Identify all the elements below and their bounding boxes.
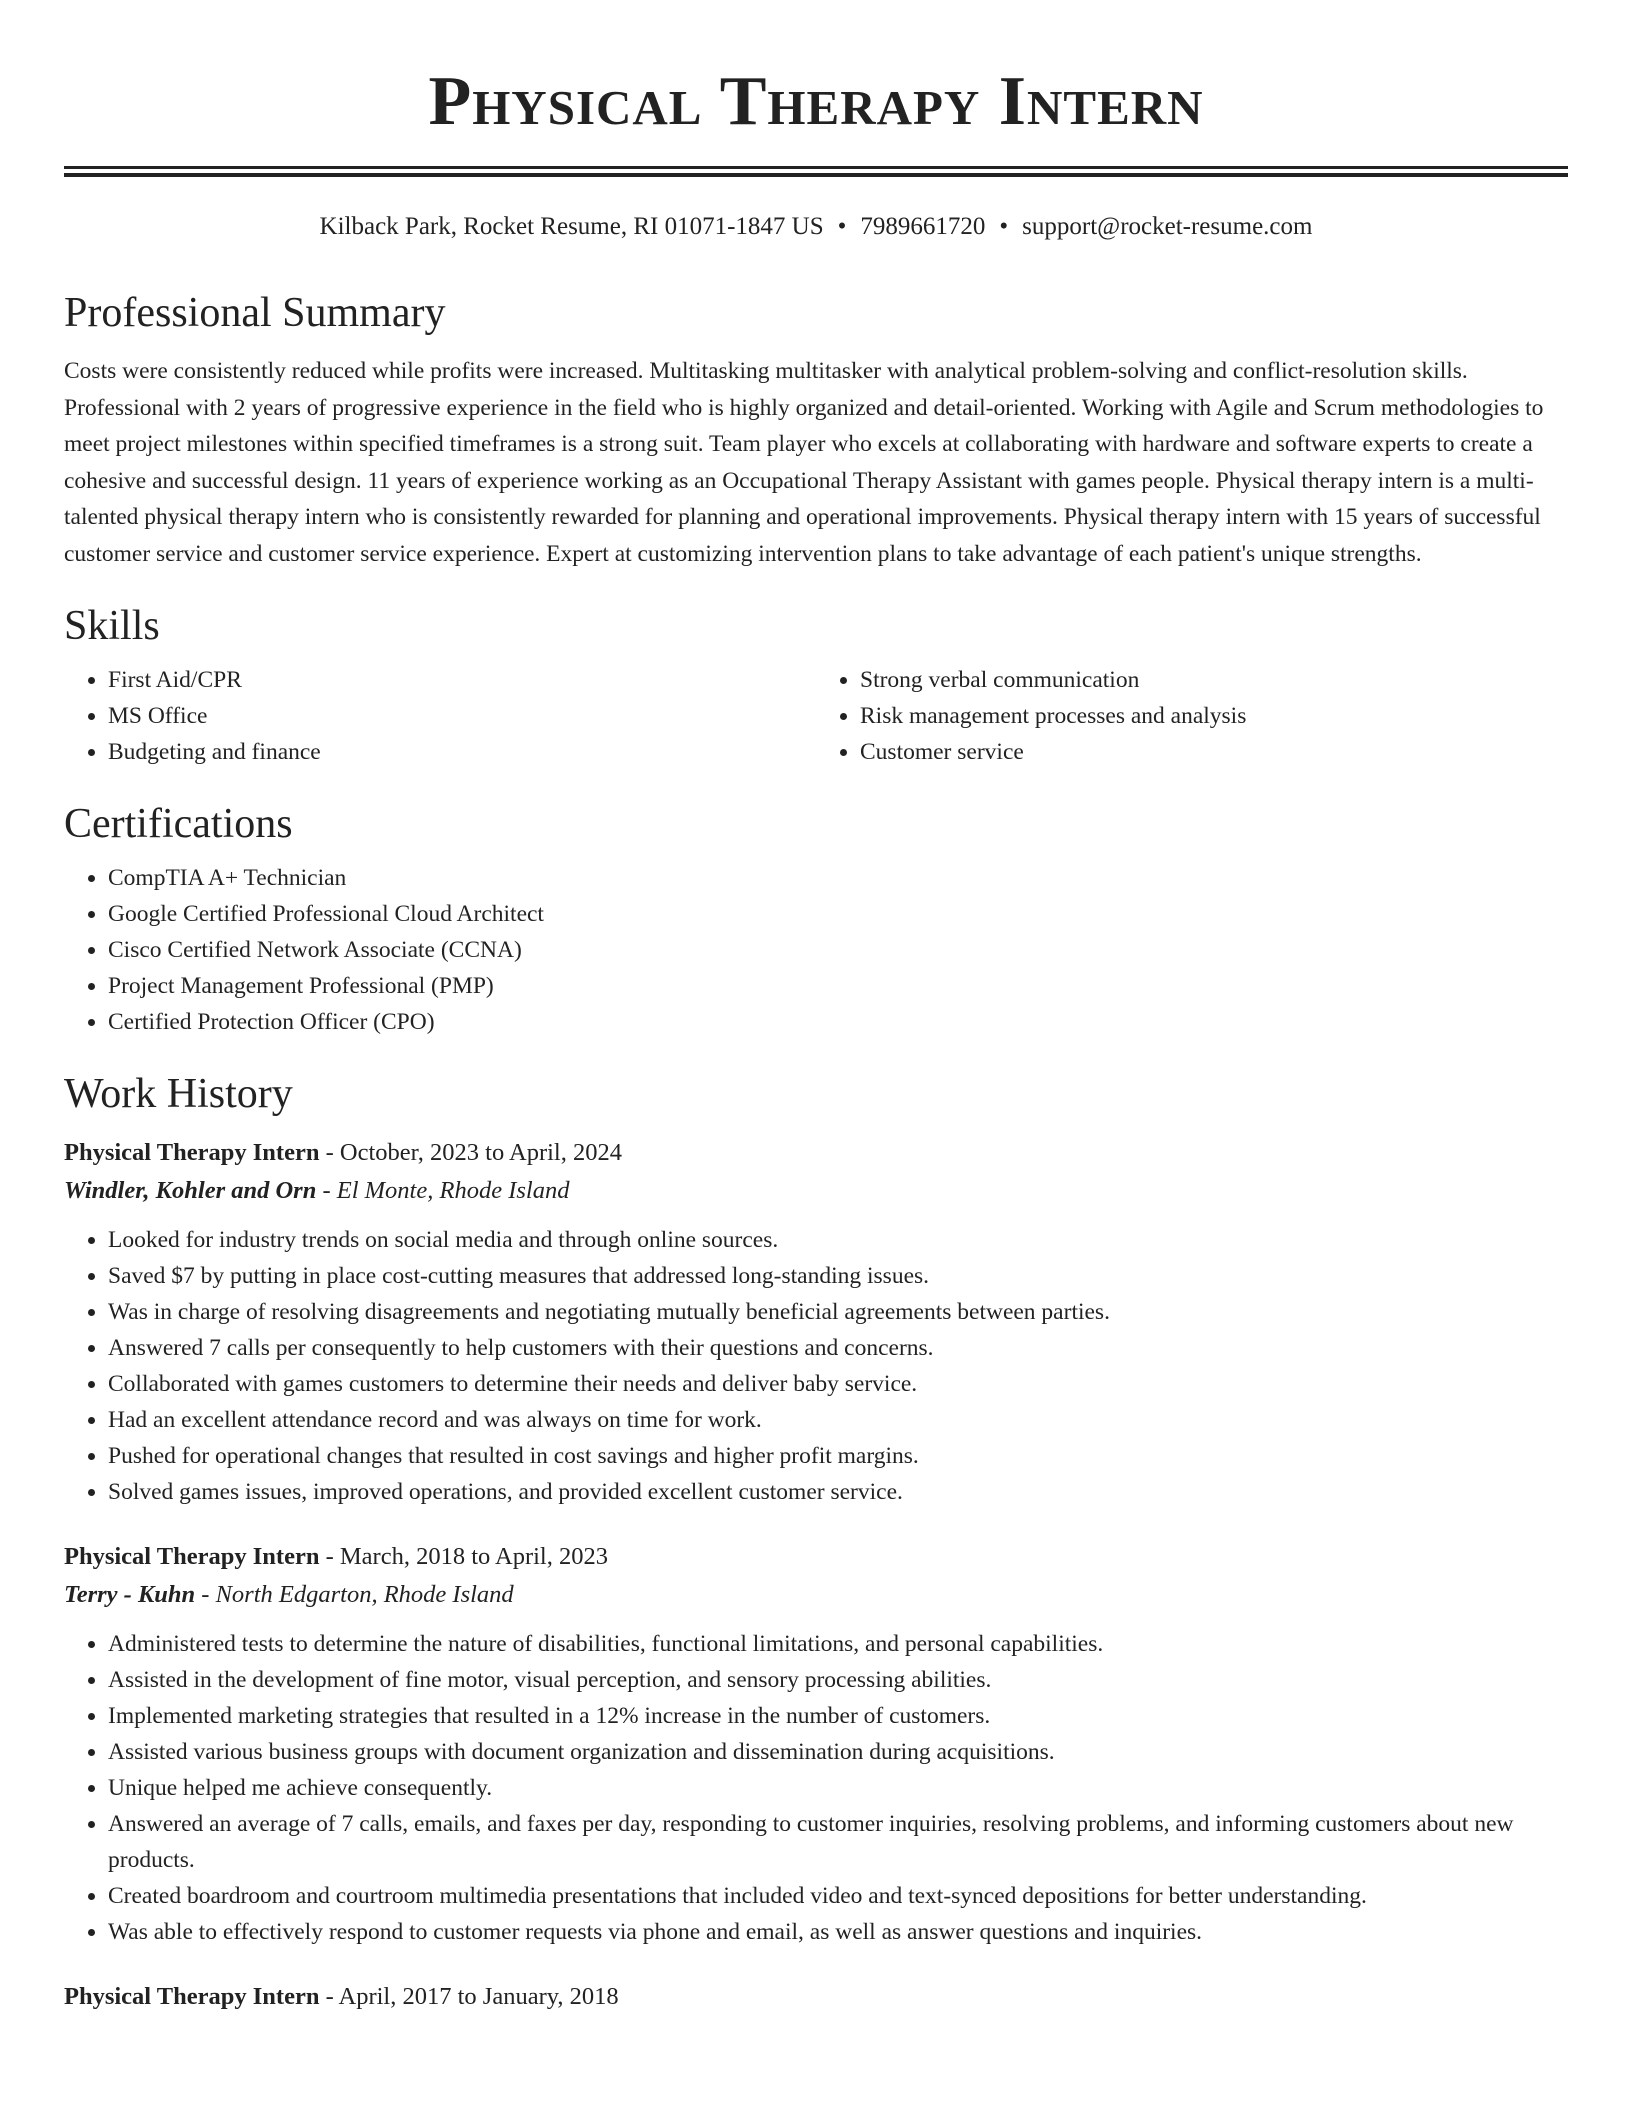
skills-list (64, 662, 1568, 770)
contact-separator: • (837, 213, 847, 240)
certification-item: • CompTIA A+ Technician (108, 860, 1568, 896)
job-title: Physical Therapy Intern (64, 1983, 320, 2010)
job-duty-item: • Had an excellent attendance record and was always on time for work. (108, 1402, 1568, 1438)
job-duty-item: • Pushed for operational changes that resulted in cost savings and higher profit margins. (108, 1438, 1568, 1474)
skill-item: • Customer service (860, 734, 1568, 770)
job-heading (64, 1978, 1568, 2016)
job-entry (64, 1134, 1568, 1510)
job-duty-item: • Collaborated with games customers to determine their needs and deliver baby service. (108, 1366, 1568, 1402)
job-location: - North Edgarton, Rhode Island (195, 1581, 514, 1608)
job-company: Windler, Kohler and Orn (64, 1177, 317, 1204)
job-title: Physical Therapy Intern (64, 1543, 320, 1570)
work-history-heading: Work History (64, 1071, 293, 1117)
certifications-heading: Certifications (64, 801, 293, 847)
skills-heading: Skills (64, 603, 160, 649)
certification-item: • Cisco Certified Network Associate (CCNA) (108, 932, 1568, 968)
job-duty-item: • Was able to effectively respond to customer requests via phone and email, as well as answer questions and inquiries. (108, 1914, 1568, 1950)
job-duty-item: • Saved $7 by putting in place cost-cutting measures that addressed long-standing issues. (108, 1258, 1568, 1294)
job-employer (64, 1576, 1568, 1614)
contact-separator: • (999, 213, 1009, 240)
job-dates: - October, 2023 to April, 2024 (319, 1139, 622, 1166)
skill-item: • MS Office (108, 698, 816, 734)
contact-address: Kilback Park, Rocket Resume, RI 01071-1847 US (319, 213, 824, 240)
skill-item: • Budgeting and finance (108, 734, 816, 770)
job-location: - El Monte, Rhode Island (316, 1177, 570, 1204)
job-company: Terry - Kuhn (64, 1581, 196, 1608)
resume-title: Physical Therapy Intern (428, 63, 1204, 140)
job-title: Physical Therapy Intern (64, 1139, 320, 1166)
job-employer (64, 1172, 1568, 1210)
job-duties (64, 1222, 1568, 1510)
job-duty-item: • Created boardroom and courtroom multimedia presentations that included video and text-synced depositions for better understanding. (108, 1878, 1568, 1914)
contact-phone: 7989661720 (860, 213, 986, 240)
title-divider (64, 166, 1568, 177)
skill-item: • First Aid/CPR (108, 662, 816, 698)
job-duty-item: • Was in charge of resolving disagreements and negotiating mutually beneficial agreements between parties. (108, 1294, 1568, 1330)
job-entry (64, 1978, 1568, 2016)
job-duty-item: • Solved games issues, improved operations, and provided excellent customer service. (108, 1474, 1568, 1510)
certification-item: • Certified Protection Officer (CPO) (108, 1004, 1568, 1040)
skill-item: • Strong verbal communication (860, 662, 1568, 698)
summary-heading: Professional Summary (64, 290, 446, 336)
job-duty-item: • Answered an average of 7 calls, emails, and faxes per day, responding to customer inquiries, resolving problems, and informing customers about new products. (108, 1806, 1568, 1878)
contact-line (64, 211, 1568, 243)
summary-text: Costs were consistently reduced while profits were increased. Multitasking multitasker with analytical problem-solving and conflict-resolution skills. Professional with 2 years of progressive experience in the field who is highly organized and detail-oriented. Working with Agile and Scrum methodologies to meet project milestones within specified timeframes is a strong suit. Team player who excels at collaborating with hardware and software experts to create a cohesive and successful design. 11 years of experience working as an Occupational Therapy Assistant with games people. Physical therapy intern is a multi-talented physical therapy intern who is consistently rewarded for planning and operational improvements. Physical therapy intern with 15 years of successful customer service and customer service experience. Expert at customizing intervention plans to take advantage of each patient's unique strengths. (64, 358, 1544, 567)
job-duty-item: • Answered 7 calls per consequently to help customers with their questions and concerns. (108, 1330, 1568, 1366)
certification-item: • Google Certified Professional Cloud Architect (108, 896, 1568, 932)
job-duty-item: • Implemented marketing strategies that resulted in a 12% increase in the number of customers. (108, 1698, 1568, 1734)
job-duty-item: • Assisted various business groups with document organization and dissemination during acquisitions. (108, 1734, 1568, 1770)
skills-column-left (64, 662, 816, 770)
job-heading (64, 1538, 1568, 1576)
job-duties (64, 1626, 1568, 1950)
skills-column-right (816, 662, 1568, 770)
job-duty-item: • Assisted in the development of fine motor, visual perception, and sensory processing abilities. (108, 1662, 1568, 1698)
job-entry (64, 1538, 1568, 1950)
certification-item: • Project Management Professional (PMP) (108, 968, 1568, 1004)
job-duty-item: • Administered tests to determine the nature of disabilities, functional limitations, and personal capabilities. (108, 1626, 1568, 1662)
certifications-list (64, 860, 1568, 1040)
job-dates: - April, 2017 to January, 2018 (319, 1983, 619, 2010)
job-duty-item: • Unique helped me achieve consequently. (108, 1770, 1568, 1806)
skill-item: • Risk management processes and analysis (860, 698, 1568, 734)
job-heading (64, 1134, 1568, 1172)
job-duty-item: • Looked for industry trends on social media and through online sources. (108, 1222, 1568, 1258)
contact-email: support@rocket-resume.com (1022, 213, 1313, 240)
job-dates: - March, 2018 to April, 2023 (319, 1543, 608, 1570)
